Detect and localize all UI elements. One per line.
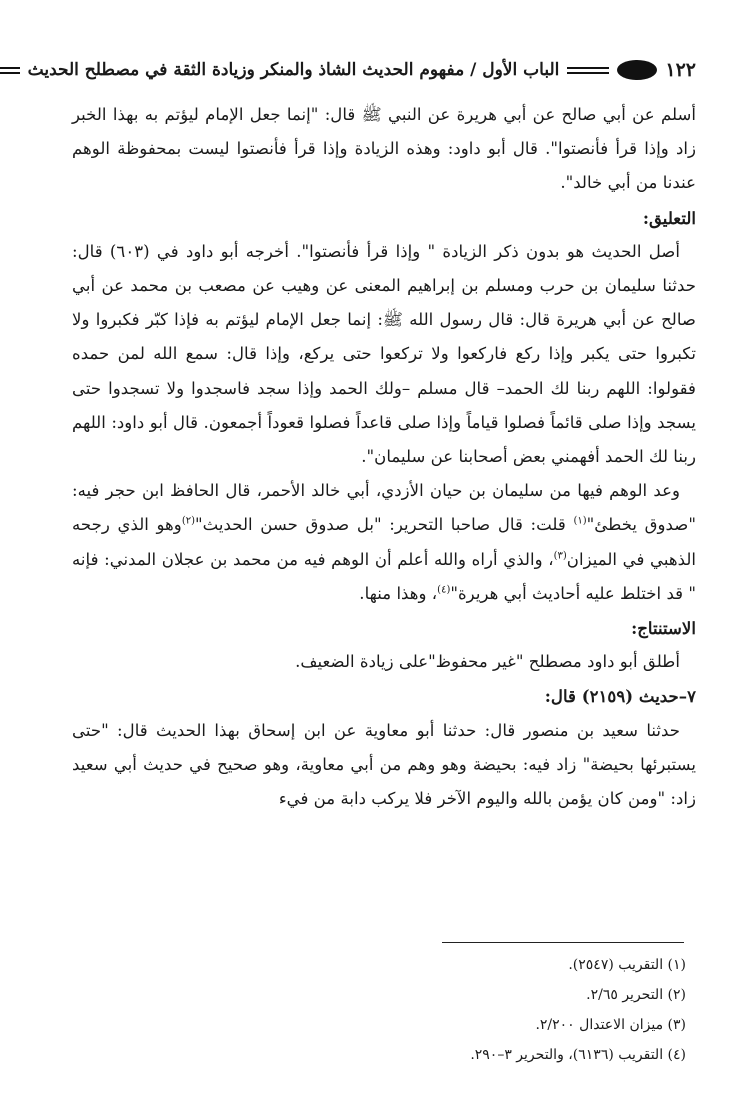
heading-istintaj: الاستنتاج: — [631, 618, 696, 639]
paragraph-3-part-a: وعد الوهم فيها من سليمان بن حيان الأزدي، أبي خالد الأحمر، قال الحافظ ابن حجر فيه: "صدوق يخطئ" — [72, 481, 696, 535]
paragraph-3-part-d: ، والذي أراه والله أعلم أن الوهم فيه من محمد بن عجلان المدني: فإنه " قد اختلط عليه أحاديث أبي هريرة" — [72, 549, 696, 603]
footnote-ref-3[interactable]: (٣) — [553, 550, 567, 562]
footnote-3: (٣) ميزان الاعتدال ٢/٢٠٠. — [535, 1017, 686, 1033]
paragraph-3-part-c: وهو الذي رجحه الذهبي في الميزان — [72, 515, 696, 569]
header-ornament-rule-left — [0, 67, 20, 74]
header-ornament-blob — [617, 60, 657, 80]
footnote-4: (٤) التقريب (٦١٣٦)، والتحرير ٣–٢٩٠. — [470, 1047, 686, 1063]
footnote-ref-1[interactable]: (١) — [573, 515, 587, 527]
page-body — [72, 98, 696, 816]
header-ornament-rule-right — [567, 67, 609, 74]
paragraph-2: أصل الحديث هو بدون ذكر الزيادة " وإذا قرأ فأنصتوا". أخرجه أبو داود في (٦٠٣) قال: حدثنا سليمان بن حرب ومسلم بن إبراهيم المعنى عن وهيب عن مصعب بن محمد عن أبي صالح عن أبي هريرة قال: قال رسول الله ﷺ: إنما جعل الإمام ليؤتم به فإذا كبّر فكبروا ولا تكبروا حتى يكبر وإذا ركع فاركعوا ولا تركعوا حتى يركع، وإذا قال: سمع الله لمن حمده فقولوا: اللهم ربنا لك الحمد– قال مسلم –ولك الحمد وإذا سجد فاسجدوا ولا تسجدوا حتى يسجد وإذا صلى قائماً فصلوا قياماً وإذا صلى قاعداً فصلوا قعوداً أجمعون. قال أبو داود: اللهم ربنا لك الحمد أفهمني بعض أصحابنا عن سليمان". — [72, 241, 696, 467]
paragraph-3 — [72, 474, 696, 611]
page-number: ١٢٢ — [665, 59, 696, 81]
paragraph-4: أطلق أبو داود مصطلح "غير محفوظ"على زيادة الضعيف. — [295, 652, 680, 672]
heading-hadith-7: ٧–حديث (٢١٥٩) قال: — [544, 686, 696, 707]
page-header — [27, 50, 696, 90]
footnote-2: (٢) التحرير ٢/٦٥. — [586, 987, 686, 1003]
paragraph-1: أسلم عن أبي صالح عن أبي هريرة عن النبي ﷺ قال: "إنما جعل الإمام ليؤتم به بهذا الخبر زاد وإذا قرأ فأنصتوا". قال أبو داود: وهذه الزيادة وإذا قرأ فأنصتوا ليست بمحفوظة الوهم عندنا من أبي خالد". — [72, 105, 696, 193]
heading-ta3liq: التعليق: — [642, 207, 696, 228]
paragraph-5: حدثنا سعيد بن منصور قال: حدثنا أبو معاوية عن ابن إسحاق بهذا الحديث قال: "حتى يستبرئها بحيضة" زاد فيه: بحيضة وهو وهم من أبي معاوية، وهو صحيح في حديث أبي سعيد زاد: "ومن كان يؤمن بالله واليوم الآخر فلا يركب دابة من فيء — [72, 720, 696, 809]
footnote-1: (١) التقريب (٢٥٤٧). — [568, 957, 686, 973]
footnotes — [72, 950, 686, 1070]
paragraph-3-part-b: قلت: قال صاحبا التحرير: "بل صدوق حسن الحديث" — [195, 515, 574, 535]
footnote-ref-2[interactable]: (٢) — [181, 515, 195, 527]
footnote-separator — [442, 942, 684, 943]
paragraph-3-part-e: ، وهذا منها. — [359, 583, 438, 603]
footnote-ref-4[interactable]: (٤) — [437, 584, 451, 596]
running-title: الباب الأول / مفهوم الحديث الشاذ والمنكر وزيادة الثقة في مصطلح الحديث — [27, 60, 560, 80]
